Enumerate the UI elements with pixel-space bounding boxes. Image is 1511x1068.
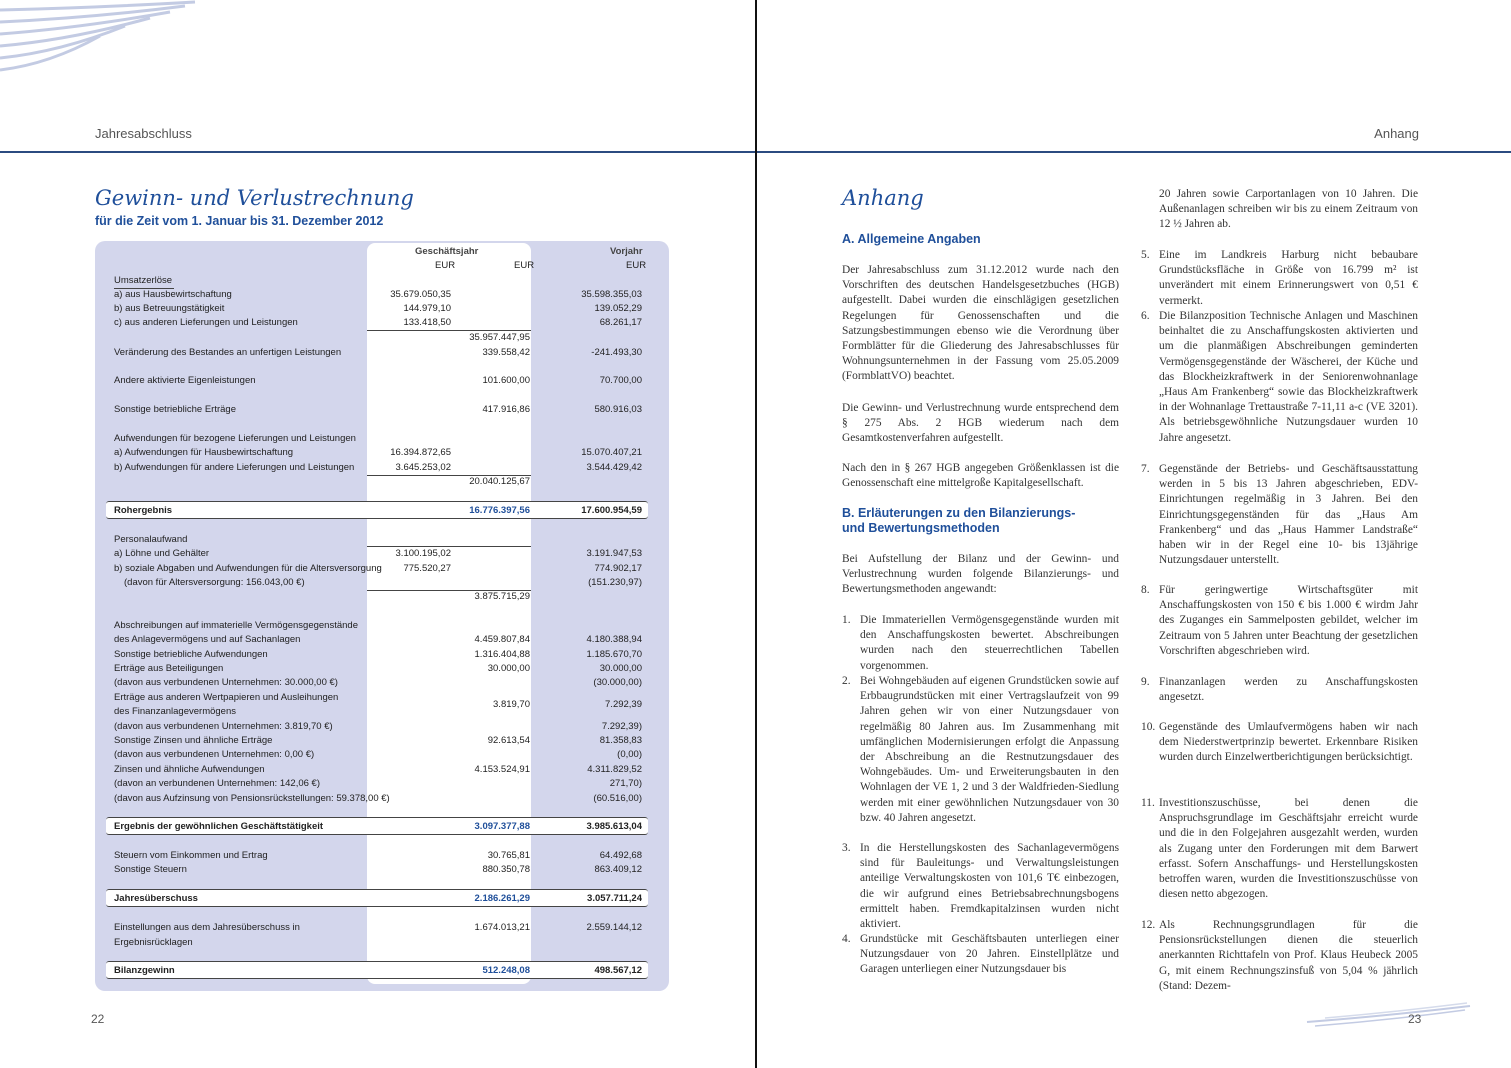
subtotal-cell: 35.957.447,95	[469, 332, 530, 343]
row-label: Bilanzgewinn	[114, 965, 175, 976]
list-text: Die Immateriellen Vermögensgegenstände wurden mit den Anschaffungskosten bewertet. Abschreibungen wurden nach den steuerrechtlichen Tabellen vorgenommen.	[860, 614, 1119, 672]
row-label: a) Löhne und Gehälter	[114, 548, 210, 559]
page-title: Gewinn- und Verlustrechnung	[95, 186, 414, 210]
value-cell: 3.819,70	[493, 699, 530, 710]
list-item	[1141, 720, 1418, 784]
list-text: Für geringwertige Wirtschaftsgüter mit Anschaffungskosten von 150 € bis 1.000 € wirdm Jahr des Zuganges ein Sammelposten gebildet, welcher im Zeitraum von 5 Jahren unter Beachtung der gesetzlichen Vorschriften abgeschrieben wird.	[1159, 584, 1418, 657]
currency-label: EUR	[435, 260, 456, 271]
list-text: Grundstücke mit Geschäftsbauten unterliegen einer Nutzungsdauer von 20 Jahren. Einstellplätze und Garagen unterliegen einer Nutzungsdauer bis	[860, 933, 1119, 976]
value-cell: 70.700,00	[599, 375, 642, 386]
list-item	[842, 613, 1119, 672]
value-cell: 774.902,17	[594, 563, 642, 574]
row-label: Zinsen und ähnliche Aufwendungen	[114, 764, 265, 775]
list-text: Finanzanlagen werden zu Anschaffungskosten angesetzt.	[1159, 676, 1418, 704]
row-label: Sonstige Zinsen und ähnliche Erträge	[114, 735, 273, 746]
row-label: a) Aufwendungen für Hausbewirtschaftung	[114, 447, 294, 458]
right-page	[757, 0, 1511, 1068]
total-cell: 17.600.954,59	[581, 505, 642, 516]
row-label: Abschreibungen auf immaterielle Vermögensgegenstände	[114, 620, 358, 631]
row-label: Erträge aus Beteiligungen	[114, 663, 224, 674]
value-cell: 7.292,39)	[601, 721, 642, 732]
value-cell: -241.493,30	[591, 347, 642, 358]
list-item	[1141, 248, 1418, 307]
row-label: des Finanzanlagevermögens	[114, 706, 236, 717]
currency-label: EUR	[626, 260, 647, 271]
row-label: des Anlagevermögens und auf Sachanlagen	[114, 634, 301, 645]
list-item	[842, 932, 1119, 980]
list-number: 1.	[842, 614, 851, 626]
list-text: Bei Wohngebäuden auf eigenen Grundstücken sowie auf Erbbaugrundstücken mit einer Vertragslaufzeit von 99 Jahren gehen wir von einer Nutzungsdauer von regelmäßig 80 Jahren aus. Im Zusammenhang mit umfänglichen Modernisierungen erfolgt die Anpassung der Abschreibung an die Restnutzungsdauer des Wohngebäudes. Um- und Erweiterungsbauten in den Wohnlagen der VE 1, 2 und 3 der Waldfrieden-Siedlung werden mit einer gewöhnlichen Nutzungsdauer von 30 bzw. 40 Jahren angesetzt.	[860, 675, 1119, 824]
wave-decoration-icon	[0, 0, 200, 80]
list-text: Eine im Landkreis Harburg nicht bebaubare Grundstücksfläche in Größe von 16.799 m² ist unverändert mit einem Erinnerungswert von 0,51 € vermerkt.	[1159, 249, 1418, 307]
value-cell: 64.492,68	[599, 850, 642, 861]
page-number: 23	[1408, 1012, 1422, 1026]
value-cell: 580.916,03	[594, 404, 642, 415]
row-label: Aufwendungen für bezogene Lieferungen und Leistungen	[114, 433, 356, 444]
row-label: b) Aufwendungen für andere Lieferungen und Leistungen	[114, 462, 355, 473]
value-cell: 3.544.429,42	[586, 462, 642, 473]
page-number: 22	[91, 1012, 105, 1026]
value-cell: 2.559.144,12	[586, 922, 642, 933]
list-item	[1141, 675, 1418, 709]
value-cell: 81.358,83	[599, 735, 642, 746]
section-heading: B. Erläuterungen zu den Bilanzierungs-	[842, 506, 1076, 520]
list-number: 7.	[1141, 463, 1150, 475]
paragraph: Bei Aufstellung der Bilanz und der Gewinn- und Verlustrechnung wurden folgende Bilanzierungs- und Bewertungsmethoden angewandt:	[842, 553, 1119, 596]
section-header: Jahresabschluss	[95, 126, 192, 141]
list-number: 8.	[1141, 584, 1150, 596]
row-label: Sonstige betriebliche Aufwendungen	[114, 649, 268, 660]
row-label: (davon aus Aufzinsung von Pensionsrückstellungen: 59.378,00 €)	[114, 793, 390, 804]
row-label: Veränderung des Bestandes an unfertigen Leistungen	[114, 347, 342, 358]
page-title: Anhang	[842, 186, 924, 210]
row-label: Einstellungen aus dem Jahresüberschuss in	[114, 922, 300, 933]
total-cell: 498.567,12	[594, 965, 642, 976]
value-cell: 417.916,86	[482, 404, 530, 415]
value-cell: 1.674.013,21	[474, 922, 530, 933]
header-rule	[0, 151, 755, 153]
row-label: Steuern vom Einkommen und Ertrag	[114, 850, 268, 861]
value-cell: 15.070.407,21	[581, 447, 642, 458]
value-cell: 3.191.947,53	[586, 548, 642, 559]
value-cell: 1.185.670,70	[586, 649, 642, 660]
value-cell: 1.316.404,88	[474, 649, 530, 660]
value-cell: 271,70)	[609, 778, 642, 789]
paragraph: Die Gewinn- und Verlustrechnung wurde entsprechend dem § 275 Abs. 2 HGB wiederum nach dem Gesamtkostenverfahren aufgestellt.	[842, 402, 1119, 445]
subtotal-cell: 3.875.715,29	[474, 591, 530, 602]
row-label: Erträge aus anderen Wertpapieren und Ausleihungen	[114, 692, 339, 703]
list-text: Gegenstände des Umlaufvermögens haben wir nach dem Niederstwertprinzip bewertet. Erkennbare Risiken wurden durch Einzelwertberichtigungen berücksichtigt.	[1159, 721, 1418, 764]
value-cell: 144.979,10	[403, 303, 451, 314]
value-cell: (0,00)	[617, 749, 642, 760]
row-label: Sonstige Steuern	[114, 864, 187, 875]
row-label: Rohergebnis	[114, 505, 173, 516]
value-cell: 3.100.195,02	[395, 548, 451, 559]
income-statement-table	[95, 241, 669, 991]
list-text: Die Bilanzposition Technische Anlagen und Maschinen beinhaltet die zu Anschaffungskosten aktivierten und um die planmäßigen Abschreibungen geminderten Vermögensgegenstände der Wäscherei, der Küche und das Blockheizkraftwerk in der Seniorenwohnanlage „Haus Am Frankenberg“ sowie das Blockheizkraftwerk in der Wohnanlage Trettaustraße 7-11,11 a-c (VE 3201). Als betriebsgewöhnliche Nutzungsdauer wurden 10 Jahre angesetzt.	[1159, 310, 1418, 444]
row-label: Ergebnis der gewöhnlichen Geschäftstätigkeit	[114, 821, 324, 832]
list-text: Investitionszuschüsse, bei denen die Anspruchsgrundlage im Geschäftsjahr erreicht wurde und die in den Folgejahren ausgezahlt werden, wurden als Zugang unter den Forderungen mit dem Barwert erfasst. Sofern Anschaffungs- und Herstellungskosten betroffen waren, wurden die Investitionszuschüsse von diesen netto abgezogen.	[1159, 797, 1418, 901]
value-cell: 4.180.388,94	[586, 634, 642, 645]
paragraph: Der Jahresabschluss zum 31.12.2012 wurde nach den Vorschriften des deutschen Handelsgesetzbuches (HGB) aufgestellt. Dabei wurden die einschlägigen gesetzlichen Regelungen für Genossenschaften und die Satzungsbestimmungen ebenso wie die Verordnung über Formblätter für die Gliederung des Jahresabschlusses für Wohnungsunternehmen in der Fassung vom 25.05.2009 (FormblattVO) beachtet.	[842, 264, 1119, 383]
value-cell: 30.000,00	[599, 663, 642, 674]
value-cell: 92.613,54	[487, 735, 530, 746]
list-item	[842, 841, 1119, 931]
col-header-current-year: Geschäftsjahr	[415, 246, 479, 257]
list-number: 2.	[842, 675, 851, 687]
value-cell: 35.679.050,35	[390, 289, 451, 300]
total-cell: 512.248,08	[482, 965, 530, 976]
row-label: (davon aus verbundenen Unternehmen: 0,00 €)	[114, 749, 315, 760]
left-page	[0, 0, 755, 1068]
currency-label: EUR	[514, 260, 535, 271]
row-label: (davon an verbundenen Unternehmen: 142,06 €)	[114, 778, 320, 789]
subtotal-cell: 20.040.125,67	[469, 476, 530, 487]
list-item	[1141, 583, 1418, 663]
value-cell: 4.153.524,91	[474, 764, 530, 775]
list-text: Gegenstände der Betriebs- und Geschäftsausstattung werden in 5 bis 13 Jahren abgeschrieben, EDV-Einrichtungen regelmäßig in 3 Jahren. Bei den Einrichtungsgegenständen für das „Haus Am Frankenberg“ und das „Haus Hammer Landstraße“ haben wir in der Regel eine 10- bis 13jährige Nutzungsdauer unterstellt.	[1159, 463, 1418, 567]
value-cell: 139.052,29	[594, 303, 642, 314]
list-item	[1141, 462, 1418, 572]
wave-decoration-icon	[1305, 1000, 1475, 1030]
section-heading: und Bewertungsmethoden	[842, 521, 1000, 535]
list-number: 12.	[1141, 919, 1156, 931]
row-label: Sonstige betriebliche Erträge	[114, 404, 236, 415]
list-number: 6.	[1141, 310, 1150, 322]
row-label: b) soziale Abgaben und Aufwendungen für die Altersversorgung	[114, 563, 382, 574]
underline	[367, 546, 531, 547]
value-cell: (60.516,00)	[593, 793, 642, 804]
list-item	[1141, 918, 1418, 992]
value-cell: 4.459.807,84	[474, 634, 530, 645]
list-number: 3.	[842, 842, 851, 854]
list-item	[1141, 187, 1418, 235]
value-cell: 133.418,50	[403, 317, 451, 328]
value-cell: 30.000,00	[487, 663, 530, 674]
list-item	[1141, 796, 1418, 906]
value-cell: (151.230,97)	[588, 577, 642, 588]
row-label: Ergebnisrücklagen	[114, 937, 193, 948]
paragraph: Nach den in § 267 HGB angegeben Größenklassen ist die Genossenschaft eine mittelgroße Kapitalgesellschaft.	[842, 462, 1119, 490]
list-number: 5.	[1141, 249, 1150, 261]
underline	[367, 330, 531, 331]
value-cell: 775.520,27	[403, 563, 451, 574]
row-label: (davon aus verbundenen Unternehmen: 30.000,00 €)	[114, 677, 338, 688]
list-number: 10.	[1141, 721, 1156, 733]
list-number: 11.	[1141, 797, 1155, 809]
row-label: Jahresüberschuss	[114, 893, 198, 904]
value-cell: 35.598.355,03	[581, 289, 642, 300]
value-cell: 863.409,12	[594, 864, 642, 875]
section-heading: A. Allgemeine Angaben	[842, 232, 981, 246]
col-header-prior-year: Vorjahr	[610, 246, 643, 257]
row-label: b) aus Betreuungstätigkeit	[114, 303, 225, 314]
total-cell: 3.057.711,24	[587, 893, 642, 904]
row-label: a) aus Hausbewirtschaftung	[114, 289, 232, 300]
value-cell: 68.261,17	[599, 317, 642, 328]
section-header: Anhang	[1374, 126, 1419, 141]
value-cell: 30.765,81	[487, 850, 530, 861]
row-label: c) aus anderen Lieferungen und Leistungen	[114, 317, 298, 328]
value-cell: (30.000,00)	[593, 677, 642, 688]
list-number: 4.	[842, 933, 851, 945]
page-subtitle: für die Zeit vom 1. Januar bis 31. Dezember 2012	[95, 214, 384, 228]
row-label: (davon aus verbundenen Unternehmen: 3.819,70 €)	[114, 721, 333, 732]
total-cell: 3.097.377,88	[474, 821, 530, 832]
row-label: Andere aktivierte Eigenleistungen	[114, 375, 256, 386]
value-cell: 339.558,42	[482, 347, 530, 358]
value-cell: 3.645.253,02	[395, 462, 451, 473]
list-text: 20 Jahren sowie Carportanlagen von 10 Jahren. Die Außenanlagen schreiben wir bis zu einem Zeitraum von 12 ½ Jahren ab.	[1159, 188, 1418, 231]
list-text: In die Herstellungskosten des Sachanlagevermögens sind für Bauleitungs- und Verwaltungsleistungen anteilige Verwaltungskosten von 101,6 T€ einbezogen, die wir aufgrund eines Betriebsabrechnungsbogens ermittelt haben. Fremdkapitalzinsen wurden nicht aktiviert.	[860, 842, 1119, 931]
row-label: Personalaufwand	[114, 534, 188, 545]
list-item	[842, 674, 1119, 829]
value-cell: 4.311.829,52	[587, 764, 642, 775]
total-cell: 2.186.261,29	[474, 893, 530, 904]
header-rule	[757, 151, 1511, 153]
list-item	[1141, 309, 1418, 449]
total-cell: 16.776.397,56	[469, 505, 530, 516]
list-number: 9.	[1141, 676, 1150, 688]
list-text: Als Rechnungsgrundlagen für die Pensionsrückstellungen dienen die steuerlich anerkannten Richttafeln von Prof. Klaus Heubeck 2005 G, mit einem Rechnungszinsfuß von 5,04 % jährlich (Stand: Dezem-	[1159, 919, 1418, 992]
value-cell: 101.600,00	[482, 375, 530, 386]
row-label: (davon für Altersversorgung: 156.043,00 €)	[124, 577, 305, 588]
total-cell: 3.985.613,04	[586, 821, 642, 832]
value-cell: 880.350,78	[482, 864, 530, 875]
value-cell: 16.394.872,65	[390, 447, 451, 458]
row-label: Umsatzerlöse	[114, 275, 173, 286]
value-cell: 7.292,39	[605, 699, 642, 710]
